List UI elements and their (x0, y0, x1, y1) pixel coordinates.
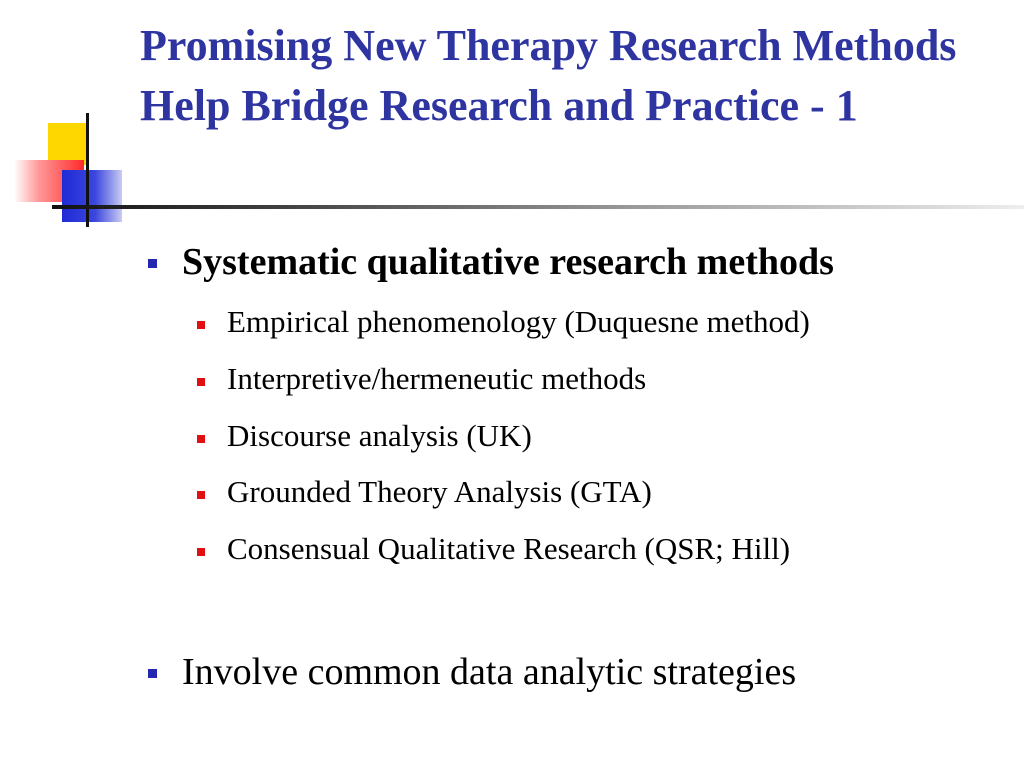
sub-bullet-marker (197, 321, 205, 329)
bullet-item: Involve common data analytic strategies (182, 651, 797, 693)
sub-bullet-item: Interpretive/hermeneutic methods (227, 361, 647, 396)
logo-yellow-square (48, 123, 88, 165)
title-divider-line (52, 205, 1024, 209)
bullet-marker (148, 669, 157, 678)
logo-blue-square (62, 170, 122, 222)
sub-bullet-marker (197, 435, 205, 443)
sub-bullet-item: Empirical phenomenology (Duquesne method) (227, 304, 810, 339)
bullet-marker (148, 259, 157, 268)
sub-bullet-item: Consensual Qualitative Research (QSR; Hill) (227, 531, 791, 566)
sub-bullet-marker (197, 548, 205, 556)
slide-title: Promising New Therapy Research Methods Help Bridge Research and Practice - 1 (140, 21, 957, 130)
sub-bullet-marker (197, 378, 205, 386)
sub-bullet-item: Grounded Theory Analysis (GTA) (227, 474, 652, 509)
sub-bullet-item: Discourse analysis (UK) (227, 418, 532, 453)
logo-vertical-line (86, 113, 89, 227)
bullet-item: Systematic qualitative research methods (182, 241, 834, 283)
sub-bullet-marker (197, 491, 205, 499)
